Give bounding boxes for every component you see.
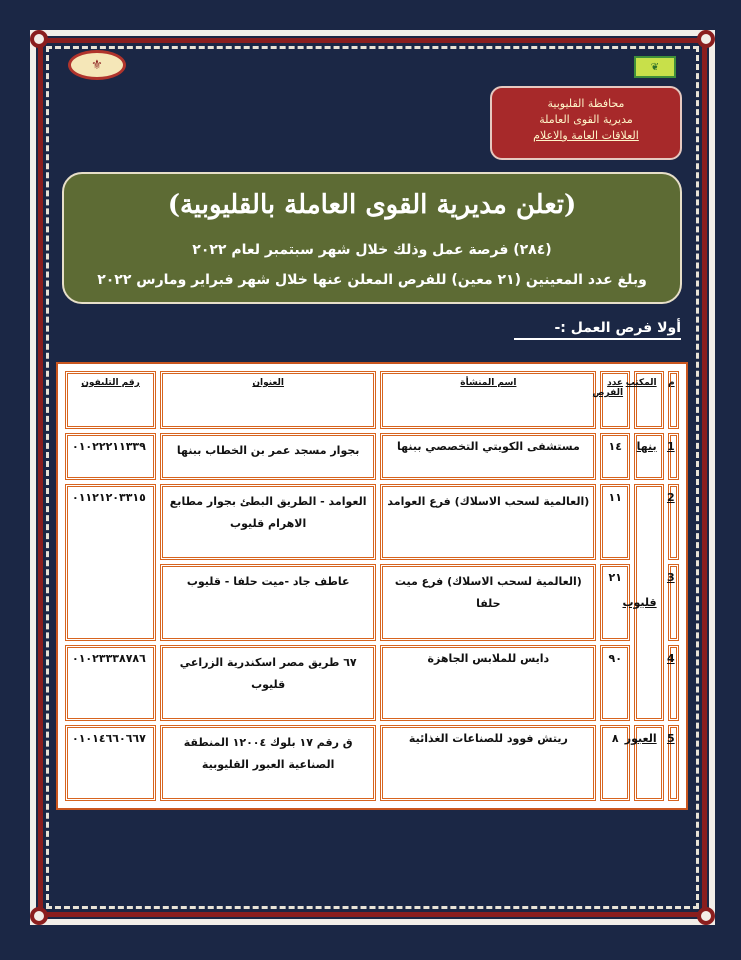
table-header-row	[65, 371, 679, 429]
row-count: ٢١	[600, 564, 630, 640]
table-row	[65, 484, 679, 560]
row-address: ٦٧ طريق مصر اسكندرية الزراعي قليوب	[160, 645, 376, 721]
row-count: ٩٠	[600, 645, 630, 721]
corner-ornament-top-right	[697, 30, 715, 48]
row-address: بجوار مسجد عمر بن الخطاب ببنها	[160, 433, 376, 480]
jobs-table-container	[56, 362, 688, 810]
row-count: ١١	[600, 484, 630, 560]
directorate-name: مديرية القوى العاملة	[539, 113, 633, 126]
announcement-opportunities: (٢٨٤) فرصة عمل وذلك خلال شهر سبتمبر لعام ٢٠٢٢	[192, 242, 552, 258]
header-company: اسم المنشأة	[380, 371, 596, 429]
header-address: العنوان	[160, 371, 376, 429]
row-company: ريتش فوود للصناعات الغذائية	[380, 725, 596, 801]
announcement-banner	[62, 172, 682, 304]
row-number: 5	[668, 725, 679, 801]
department-name: العلاقات العامة والاعلام	[533, 129, 639, 142]
row-company: دايس للملابس الجاهزة	[380, 645, 596, 721]
governorate-logo-icon: ❦	[634, 56, 676, 78]
corner-ornament-bottom-right	[697, 907, 715, 925]
table-row	[65, 564, 679, 640]
corner-ornament-bottom-left	[30, 907, 48, 925]
governorate-name: محافظة القليوبية	[547, 97, 625, 110]
row-count: ٨	[600, 725, 630, 801]
jobs-table	[61, 367, 683, 805]
announcement-title: (تعلن مديرية القوى العاملة بالقليوبية)	[167, 190, 577, 220]
row-company: (العالمية لسحب الاسلاك) فرع العوامد	[380, 484, 596, 560]
row-number: 1	[668, 433, 679, 480]
row-count: ١٤	[600, 433, 630, 480]
row-phone: ٠١١٢١٢٠٣٣١٥	[65, 484, 156, 640]
header-phone: رقم التليفون	[65, 371, 156, 429]
row-company: مستشفى الكويتي التخصصي ببنها	[380, 433, 596, 480]
row-phone: ٠١٠٢٣٣٣٨٧٨٦	[65, 645, 156, 721]
row-number: 2	[668, 484, 679, 560]
section-heading: أولا فرص العمل :-	[514, 320, 681, 340]
ministry-logo-icon: ⚜	[68, 50, 126, 80]
header-office: المكتب	[634, 371, 664, 429]
table-row	[65, 725, 679, 801]
row-office: العبور	[634, 725, 664, 801]
row-number: 3	[668, 564, 679, 640]
row-office: قليوب	[634, 484, 664, 721]
issuer-box	[490, 86, 682, 160]
row-company: (العالمية لسحب الاسلاك) فرع ميت حلفا	[380, 564, 596, 640]
announcement-hired: وبلغ عدد المعينين (٢١ معين) للفرص المعلن عنها خلال شهر فبراير ومارس ٢٠٢٢	[97, 272, 647, 288]
row-address: عاطف جاد -ميت حلفا - قليوب	[160, 564, 376, 640]
row-address: ق رقم ١٧ بلوك ١٢٠٠٤ المنطقة الصناعية العبور القليوبية	[160, 725, 376, 801]
row-phone: ٠١٠١٤٦٦٠٦٦٧	[65, 725, 156, 801]
row-office: بنها	[634, 433, 664, 480]
row-number: 4	[668, 645, 679, 721]
header-count: عدد الفرص	[600, 371, 630, 429]
table-row	[65, 433, 679, 480]
row-phone: ٠١٠٢٢٢١١٣٣٩	[65, 433, 156, 480]
header-m: م	[668, 371, 679, 429]
table-row	[65, 645, 679, 721]
corner-ornament-top-left	[30, 30, 48, 48]
row-address: العوامد - الطريق البطئ بجوار مطابع الاهرام قليوب	[160, 484, 376, 560]
